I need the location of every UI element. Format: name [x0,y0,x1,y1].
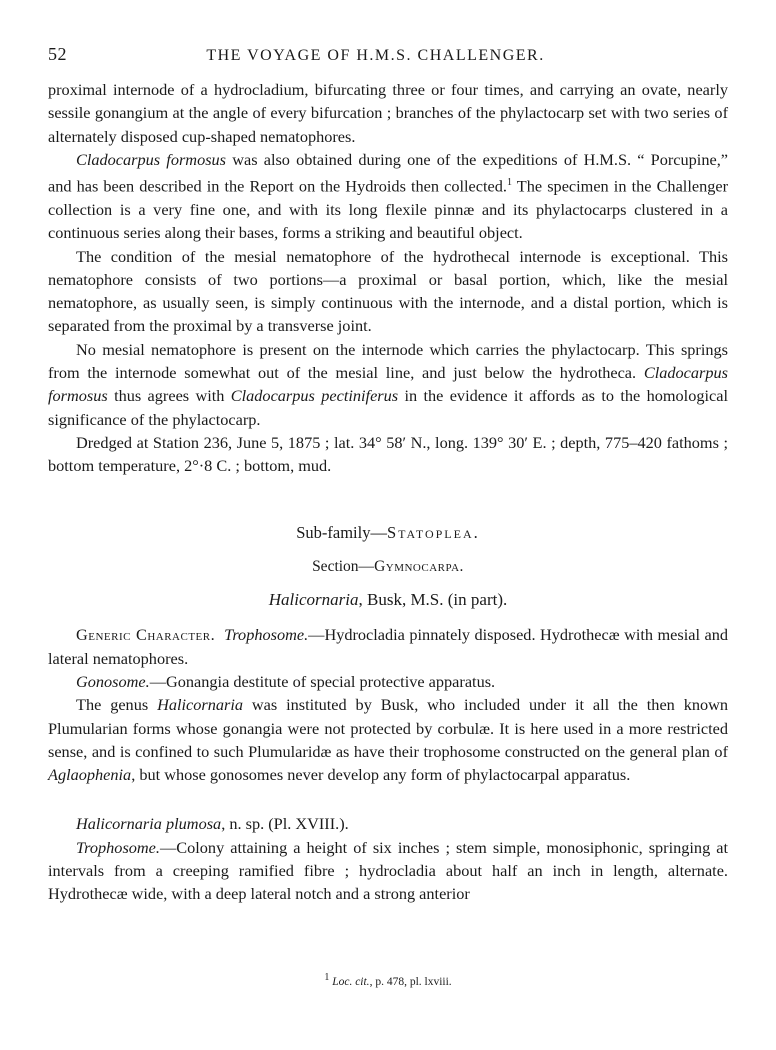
paragraph-text: No mesial nematophore is present on the internode which carries the phylactocarp. This springs from the internode somewhat out of the mesial line, and just below the hydrotheca. [48,339,728,382]
species-heading [48,812,728,835]
paragraph-text: Dredged at Station 236, June 5, 1875 ; lat. 34° 58′ N., long. 139° 30′ E. ; depth, 775–420 fathoms ; bottom temperature, 2°·8 C. ; bottom, mud. [48,432,728,476]
paragraph-nematophore [48,245,728,338]
taxon-name: Cladocarpus formosus [76,149,227,169]
gonosome-label: Gonosome. [76,671,150,691]
trophosome-label: Trophosome. [224,625,309,645]
heading-prefix: Sub-family— [296,523,387,543]
paragraph-text: , but whose gonosomes never develop any form of phylactocarpal apparatus. [131,765,631,785]
paragraph-text: proximal internode of a hydrocladium, bifurcating three or four times, and carrying an ovate, nearly sessile gonangium at the angle of every bifurcation ; branches of the phylactocarp set with two series of alternately disposed cup-shaped nematophores. [48,80,728,146]
trophosome-label: Trophosome. [76,837,160,857]
genus-name: Halicornaria [268,590,359,610]
body-text [48,78,728,906]
paragraph-text: —Hydrocladia pinnately disposed. Hydrothecæ with mesial and lateral nematophores. [48,625,729,668]
paragraph-text: thus agrees with [107,386,231,406]
subfamily-heading [48,521,728,544]
species-name: Halicornaria plumosa [76,814,222,834]
taxon-name: Cladocarpus formosus [48,362,728,406]
footnote-marker: 1 [324,972,330,983]
paragraph-text: The genus [76,695,158,715]
paragraph-formosus [48,148,728,245]
section-heading [48,555,728,578]
paragraph-text: —Colony attaining a height of six inches ; stem simple, monosiphonic, springing at intervals from a creeping ramified fibre ; hydrocladia about half an inch in length, alternate. Hydrothecæ wide, with a deep lateral notch and a strong anterior [48,837,728,904]
species-trophosome [48,836,728,906]
heading-prefix: Section— [312,557,375,575]
paragraph-station [48,431,728,478]
species-authority: , n. sp. (Pl. XVIII.). [221,814,349,834]
paragraph-text: in the evidence it affords as to the homological significance of the phylactocarp. [48,386,728,429]
page-number: 52 [48,44,67,64]
subfamily-name: Statoplea. [386,523,480,543]
taxon-name: Halicornaria [157,695,243,715]
paragraph-text: was instituted by Busk, who included under it all the then known Plumularian forms whose gonangia were not protected by corbulæ. It is here used in a more restricted sense, and is confined to such Plumularidæ as have their trophosome constructed on the general plan of [48,695,729,761]
footnote-reference: 1 [506,177,512,189]
paragraph-text: The specimen in the Challenger collection is a very fine one, and with its long flexile pinnæ and its phylactocarps clustered in a continuous series along their bases, forms a striking and beautiful object. [48,176,728,243]
paragraph-text: was also obtained during one of the expeditions of H.M.S. “ Porcupine,” and has been described in the Report on the Hydroids then collected. [48,149,728,196]
section-name: Gymnocarpa. [374,557,464,575]
generic-character [48,623,728,670]
genus-paragraph [48,693,728,786]
footnote-text: , p. 478, pl. lxviii. [369,975,452,988]
gonosome-paragraph [48,670,728,693]
paragraph-phylactocarp [48,338,728,431]
paragraph-text: The condition of the mesial nematophore of the hydrothecal internode is exceptional. This nematophore consists of two portions—a proximal or basal portion, which, like the mesial nematophore, as usually seen, is simply continuous with the internode, and a distal portion, which is separated from the proximal by a transverse joint. [48,246,728,336]
running-head: THE VOYAGE OF H.M.S. CHALLENGER. [206,47,545,64]
taxon-name: Aglaophenia [48,765,132,785]
page-header [48,44,724,65]
footnote [0,972,776,988]
generic-label: Generic Character. [76,625,216,645]
paragraph-continuation [48,78,728,148]
genus-authority: , Busk, M.S. (in part). [358,590,508,610]
paragraph-text: —Gonangia destitute of special protective apparatus. [149,671,496,691]
footnote-citation: Loc. cit. [332,975,370,988]
genus-heading [48,588,728,611]
taxon-name: Cladocarpus pectiniferus [230,386,399,406]
